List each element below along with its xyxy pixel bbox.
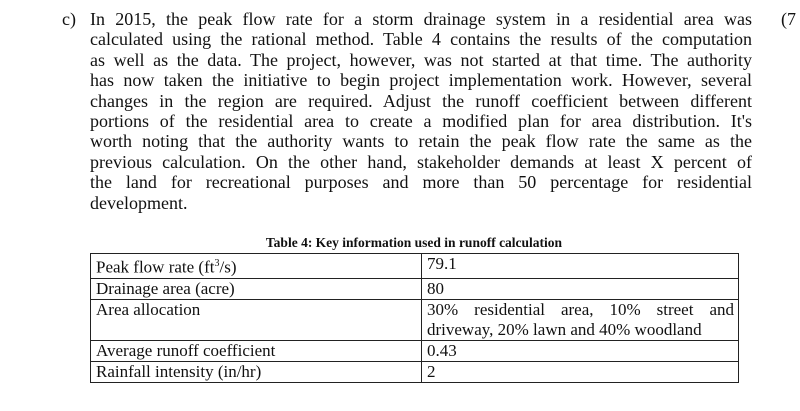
key-text: Peak flow rate (ft <box>96 257 215 277</box>
text-line: In 2015, the peak flow rate for a storm drainage system in a residential area was <box>90 9 752 29</box>
row-value: 80 <box>422 278 739 299</box>
table-row <box>91 340 739 361</box>
table-row <box>91 361 739 382</box>
table-row <box>91 278 739 299</box>
runoff-table <box>90 253 739 383</box>
row-key: Average runoff coefficient <box>91 340 422 361</box>
row-value: 0.43 <box>422 340 739 361</box>
text-line: has now taken the initiative to begin project implementation work. However, several <box>90 70 752 91</box>
row-key <box>91 254 422 279</box>
row-value: 30% residential area, 10% street and driveway, 20% lawn and 40% woodland <box>422 299 739 340</box>
table-row <box>91 299 739 340</box>
row-value: 79.1 <box>422 254 739 279</box>
row-key: Drainage area (acre) <box>91 278 422 299</box>
text-line: as well as the data. The project, however, was not started at that time. The authority <box>90 49 752 70</box>
question-label: c) <box>62 9 76 29</box>
question-marks: (7 <box>781 9 796 29</box>
text-line: calculated using the rational method. Table 4 contains the results of the computation <box>90 29 752 50</box>
text-line: development. <box>90 192 188 213</box>
row-value: 2 <box>422 361 739 382</box>
key-text: /s) <box>219 257 237 277</box>
table-caption: Table 4: Key information used in runoff calculation <box>265 235 563 250</box>
text-line: worth noting that the authority wants to retain the peak flow rate the same as the <box>90 131 752 152</box>
text-line: portions of the residential area to create a modified plan for area distribution. It's <box>90 111 752 132</box>
text-line: the land for recreational purposes and more than 50 percentage for residential <box>90 172 752 193</box>
row-key: Area allocation <box>91 299 422 340</box>
question-text <box>90 9 752 213</box>
text-line: changes in the region are required. Adjust the runoff coefficient between different <box>90 90 752 111</box>
table-row <box>91 254 739 279</box>
row-key: Rainfall intensity (in/hr) <box>91 361 422 382</box>
text-line: previous calculation. On the other hand, stakeholder demands at least X percent of <box>90 151 752 172</box>
superscript: 3 <box>214 258 220 269</box>
